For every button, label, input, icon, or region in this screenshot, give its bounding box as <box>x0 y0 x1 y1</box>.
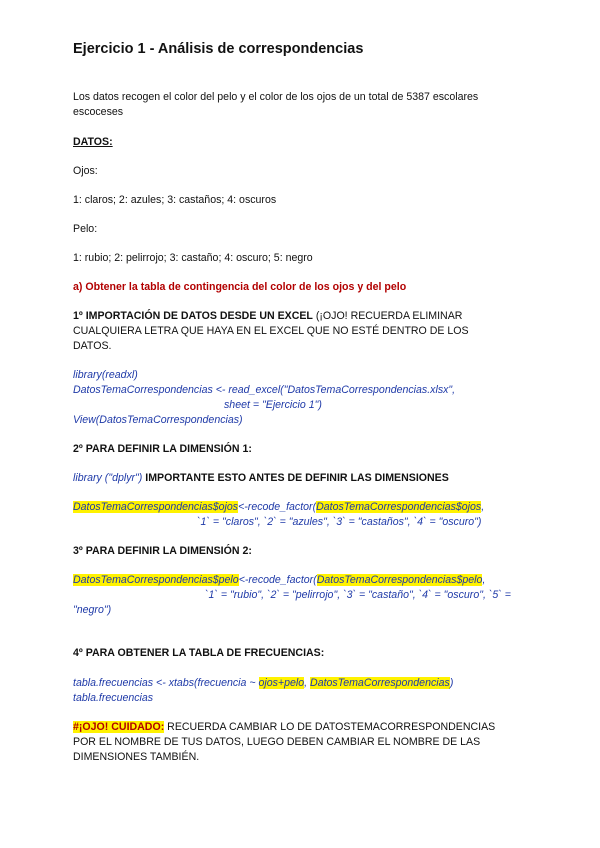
warning-line-1 <box>73 720 495 735</box>
pelo-label: Pelo: <box>73 223 98 235</box>
step3-code-line-1 <box>73 573 485 588</box>
step3-code-line-2: `1` = "rubio", `2` = "pelirrojo", `3` = "castaño", `4` = "oscuro", `5` = <box>205 589 511 601</box>
step2-library-line <box>73 471 449 486</box>
step3-code-line-3: "negro") <box>73 604 112 616</box>
step2-highlight-1: DatosTemaCorrespondencias$ojos <box>73 501 239 513</box>
code1-line-1: library(readxl) <box>73 369 138 381</box>
step2-library-code: library ("dplyr") <box>73 472 143 484</box>
step3-code-end: , <box>482 574 486 586</box>
step2-code-line-1 <box>73 500 484 515</box>
ojos-values: 1: claros; 2: azules; 3: castaños; 4: oscuros <box>73 194 277 206</box>
step1-line-2: CUALQUIERA LETRA QUE HAYA EN EL EXCEL QUE NO ESTÉ DENTRO DE LOS <box>73 325 469 337</box>
step2-heading: 2º PARA DEFINIR LA DIMENSIÓN 1: <box>73 443 252 455</box>
section-a-heading: a) Obtener la tabla de contingencia del color de los ojos y del pelo <box>73 281 407 293</box>
intro-line-1: Los datos recogen el color del pelo y el color de los ojos de un total de 5387 escolares <box>73 91 479 103</box>
step4-code-line-1 <box>73 676 453 691</box>
step3-highlight-1: DatosTemaCorrespondencias$pelo <box>73 574 239 586</box>
warning-text-1: RECUERDA CAMBIAR LO DE DATOSTEMACORRESPONDENCIAS <box>164 721 496 733</box>
step2-code-end: , <box>481 501 485 513</box>
step3-heading: 3º PARA DEFINIR LA DIMENSIÓN 2: <box>73 545 252 557</box>
step1-line-3: DATOS. <box>73 340 112 352</box>
step4-code-end: ) <box>449 677 454 689</box>
step1-note: (¡OJO! RECUERDA ELIMINAR <box>312 310 463 322</box>
warning-label: #¡OJO! CUIDADO: <box>73 721 165 733</box>
pelo-values: 1: rubio; 2: pelirrojo; 3: castaño; 4: oscuro; 5: negro <box>73 252 313 264</box>
datos-heading: DATOS: <box>73 136 113 148</box>
intro-line-2: escoceses <box>73 106 124 118</box>
step1-heading: 1º IMPORTACIÓN DE DATOS DESDE UN EXCEL <box>73 310 313 322</box>
code1-line-4: View(DatosTemaCorrespondencias) <box>73 414 243 426</box>
step2-highlight-2: DatosTemaCorrespondencias$ojos <box>316 501 482 513</box>
step3-code-mid: <-recode_factor( <box>238 574 317 586</box>
ojos-label: Ojos: <box>73 165 98 177</box>
step4-code-pre: tabla.frecuencias <- xtabs(frecuencia ~ <box>73 677 259 689</box>
step4-code-line-2: tabla.frecuencias <box>73 692 154 704</box>
step4-highlight-2: DatosTemaCorrespondencias <box>310 677 450 689</box>
step3-highlight-2: DatosTemaCorrespondencias$pelo <box>316 574 483 586</box>
code1-line-2: DatosTemaCorrespondencias <- read_excel("DatosTemaCorrespondencias.xlsx", <box>73 384 456 396</box>
step2-code-line-2: `1` = "claros", `2` = "azules", `3` = "castaños", `4` = "oscuro") <box>197 516 482 528</box>
step2-code-mid: <-recode_factor( <box>238 501 317 513</box>
step4-highlight-1: ojos+pelo <box>258 677 305 689</box>
warning-line-2: POR EL NOMBRE DE TUS DATOS, LUEGO DEBEN CAMBIAR EL NOMBRE DE LAS <box>73 736 481 748</box>
step4-heading: 4º PARA OBTENER LA TABLA DE FRECUENCIAS: <box>73 647 325 659</box>
step2-important-note: IMPORTANTE ESTO ANTES DE DEFINIR LAS DIMENSIONES <box>142 472 449 484</box>
warning-line-3: DIMENSIONES TAMBIÉN. <box>73 751 200 763</box>
code1-line-3: sheet = "Ejercicio 1") <box>224 399 322 411</box>
page-title: Ejercicio 1 - Análisis de correspondencias <box>73 41 364 57</box>
step1-line-1 <box>73 309 462 324</box>
step4-code-comma: , <box>304 677 311 689</box>
